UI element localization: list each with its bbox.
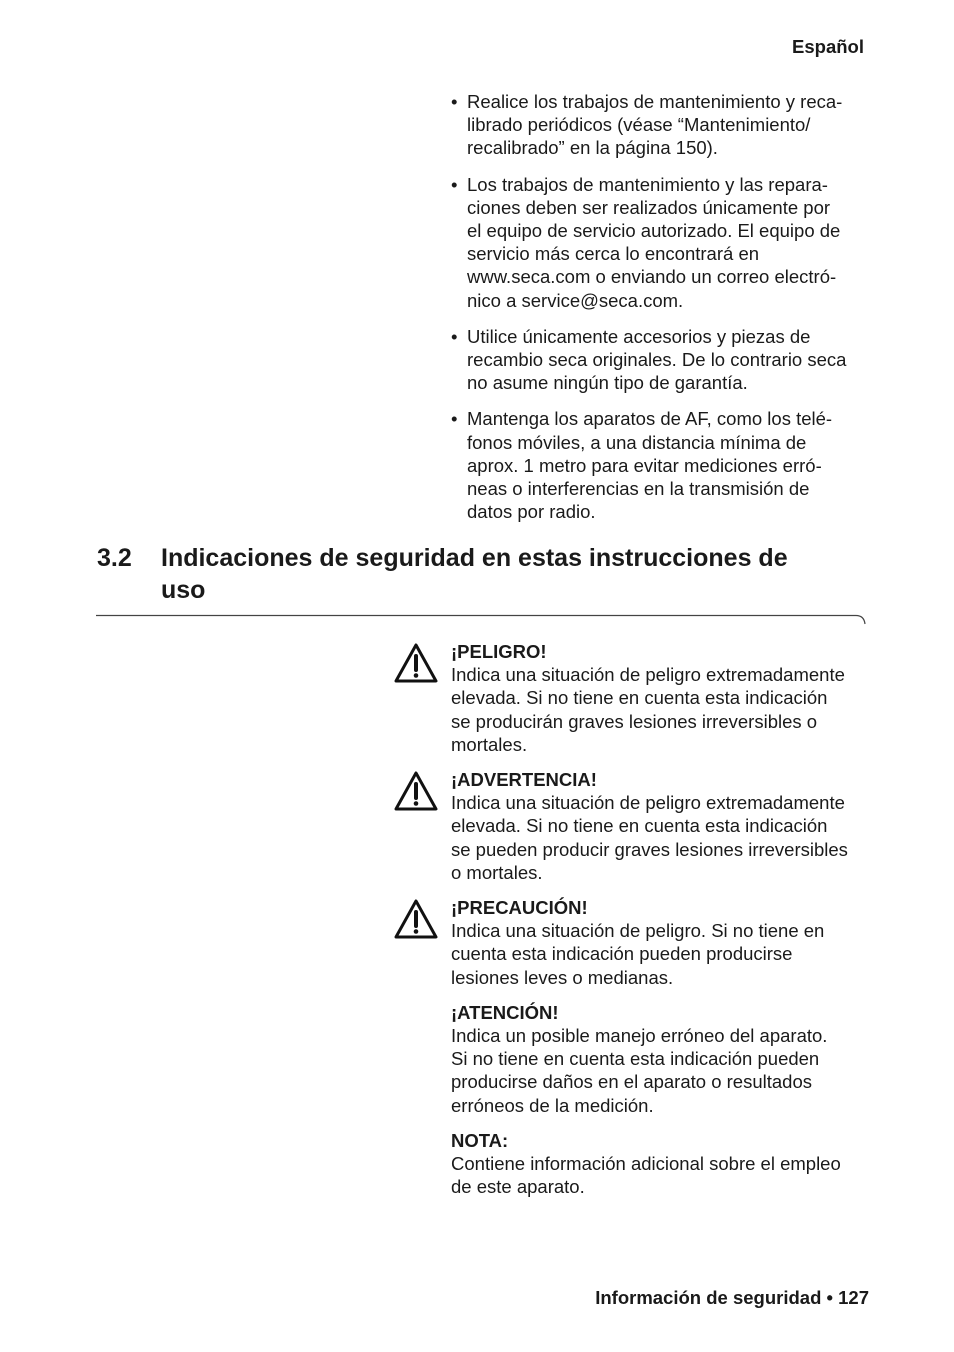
note-warning — [451, 768, 871, 884]
note-label: ¡ATENCIÓN! — [451, 1001, 559, 1023]
bullet-marker: • — [451, 91, 458, 112]
warning-triangle-icon — [393, 770, 439, 812]
list-item — [451, 407, 871, 523]
note-label: ¡PRECAUCIÓN! — [451, 897, 588, 919]
bullet-marker: • — [451, 408, 458, 430]
section-number: 3.2 — [97, 544, 132, 572]
page-footer: Información de seguridad • 127 — [595, 1287, 869, 1308]
note-info — [451, 1129, 871, 1199]
list-item — [451, 90, 871, 160]
note-caution — [451, 896, 871, 989]
warning-triangle-icon — [393, 898, 439, 940]
note-label: ¡ADVERTENCIA! — [451, 769, 597, 791]
safety-notes — [451, 640, 871, 1210]
section-divider — [96, 612, 868, 632]
note-label: NOTA: — [451, 1129, 509, 1151]
list-item-text: Mantenga los aparatos de AF, como los telé- fonos móviles, a una distancia mínima de aprox. 1 metro para evitar mediciones erró- neas o interferencias en la transmisión de datos por radio. — [467, 408, 833, 523]
bullet-marker: • — [451, 325, 458, 347]
section-title: Indicaciones de seguridad en estas instrucciones de uso — [161, 544, 788, 604]
list-item-text: Utilice únicamente accesorios y piezas de recambio seca originales. De lo contrario seca no asume ningún tipo de garantía. — [467, 325, 847, 394]
note-body: Indica una situación de peligro extremadamente elevada. Si no tiene en cuenta esta indicación se producirán graves lesiones irreversibles o mortales. — [451, 664, 845, 755]
page-header-language: Español — [792, 36, 864, 57]
list-item-text: Los trabajos de mantenimiento y las repara- ciones deben ser realizados únicamente por el equipo de servicio autorizado. El equipo de servicio más cerca lo encontrará en www.seca.com o enviando un correo electró- nico a service@seca.com. — [467, 173, 841, 311]
note-attention — [451, 1001, 871, 1117]
note-body: Indica un posible manejo erróneo del aparato. Si no tiene en cuenta esta indicación pueden producirse daños en el aparato o resultados erróneos de la medición. — [451, 1025, 828, 1116]
note-body: Indica una situación de peligro extremadamente elevada. Si no tiene en cuenta esta indicación se pueden producir graves lesiones irreversibles o mortales. — [451, 792, 848, 883]
list-item — [451, 325, 871, 395]
note-label: ¡PELIGRO! — [451, 641, 547, 662]
note-body: Contiene información adicional sobre el empleo de este aparato. — [451, 1153, 841, 1198]
bullet-list — [451, 90, 871, 536]
list-item — [451, 173, 871, 312]
note-danger — [451, 640, 871, 756]
bullet-marker: • — [451, 173, 458, 195]
list-item-text: Realice los trabajos de mantenimiento y reca- librado periódicos (véase “Mantenimiento/ recalibrado” en la página 150). — [467, 91, 843, 159]
warning-triangle-icon — [393, 642, 439, 684]
note-body: Indica una situación de peligro. Si no tiene en cuenta esta indicación pueden producirse lesiones leves o medianas. — [451, 920, 825, 988]
